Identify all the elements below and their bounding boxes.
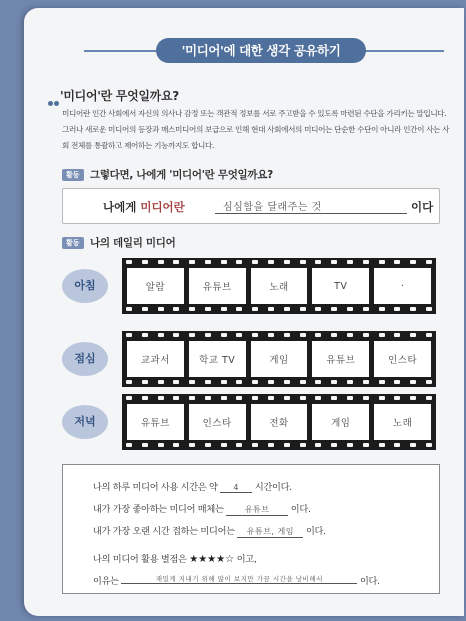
frame-cell[interactable]: 노래 — [374, 404, 431, 440]
activity1-title: 그렇다면, 나에게 '미디어'란 무엇일까요? — [90, 169, 273, 181]
definition-suffix: 이다 — [411, 200, 434, 214]
longest-media-blank[interactable]: 유튜브, 게임 — [237, 526, 303, 538]
summary-line-time: 나의 하루 미디어 사용 시간은 약 4 시간이다. — [93, 482, 292, 493]
reason-blank[interactable]: 재밌게 지내기 위해 많이 보지만 가끔 시간을 낭비해서 — [121, 574, 357, 584]
frame-cell[interactable]: 인스타 — [374, 341, 431, 377]
frame-cell[interactable]: 전화 — [251, 404, 308, 440]
frame-cell[interactable]: 학교 TV — [189, 341, 246, 377]
activity-tag: 활동 — [62, 237, 84, 249]
summary-line-reason: 이유는 재밌게 지내기 위해 많이 보지만 가끔 시간을 낭비해서 이다. — [93, 575, 380, 587]
definition-answer[interactable]: 심심함을 달래주는 것 — [223, 202, 322, 213]
intro-paragraph: 미디어란 인간 사회에서 자신의 의사나 감정 또는 객관적 정보를 서로 주고받을 수 있도록 마련된 수단을 가리키는 말입니다. 그러나 새로운 미디어의 등장과 매스미디어의 보급으로 인해 현대 사회에서의 미디어는 단순한 수단이 아니라 인간이 사는 사회 전체를 통괄하고 제어하는 기능까지도 합니다. — [62, 109, 450, 150]
definition-prefix: 나에게 미디어란 — [103, 200, 185, 214]
film-strip-evening — [122, 394, 436, 450]
frame-cell[interactable]: TV — [312, 268, 369, 304]
section-banner: '미디어'에 대한 생각 공유하기 — [156, 38, 366, 63]
summary-line-longest: 내가 가장 오랜 시간 접하는 미디어는 유튜브, 게임 이다. — [93, 526, 326, 537]
summary-line-rating: 나의 미디어 활용 별점은 ★★★★☆ 이고, — [93, 554, 257, 565]
activity-tag: 활동 — [62, 169, 84, 181]
bullet-dots-icon — [48, 91, 60, 110]
activity2-title: 나의 데일리 미디어 — [90, 237, 176, 249]
frame-cell[interactable]: 알람 — [127, 268, 184, 304]
summary-box — [62, 464, 440, 594]
question-title: '미디어'란 무엇일까요? — [60, 89, 179, 103]
row-label-lunch: 점심 — [62, 342, 108, 376]
frame-cell[interactable]: 유튜브 — [189, 268, 246, 304]
frame-cell[interactable]: · — [374, 268, 431, 304]
frame-cell[interactable]: 유튜브 — [312, 341, 369, 377]
summary-line-favorite: 내가 가장 좋아하는 미디어 매체는 유튜브 이다. — [93, 504, 311, 515]
answer-line — [215, 213, 407, 214]
frame-cell[interactable]: 게임 — [312, 404, 369, 440]
frame-cell[interactable]: 노래 — [251, 268, 308, 304]
film-strip-lunch — [122, 331, 436, 387]
row-label-evening: 저녁 — [62, 405, 108, 439]
film-strip-morning — [122, 258, 436, 314]
worksheet-page — [24, 8, 464, 616]
definition-box — [62, 188, 440, 224]
frame-cell[interactable]: 게임 — [251, 341, 308, 377]
frame-cell[interactable]: 교과서 — [127, 341, 184, 377]
frame-cell[interactable]: 유튜브 — [127, 404, 184, 440]
favorite-media-blank[interactable]: 유튜브 — [226, 504, 288, 516]
usage-hours-blank[interactable]: 4 — [220, 483, 252, 493]
star-rating-icon[interactable]: ★★★★☆ — [189, 554, 235, 565]
row-label-morning: 아침 — [62, 269, 108, 303]
frame-cell[interactable]: 인스타 — [189, 404, 246, 440]
